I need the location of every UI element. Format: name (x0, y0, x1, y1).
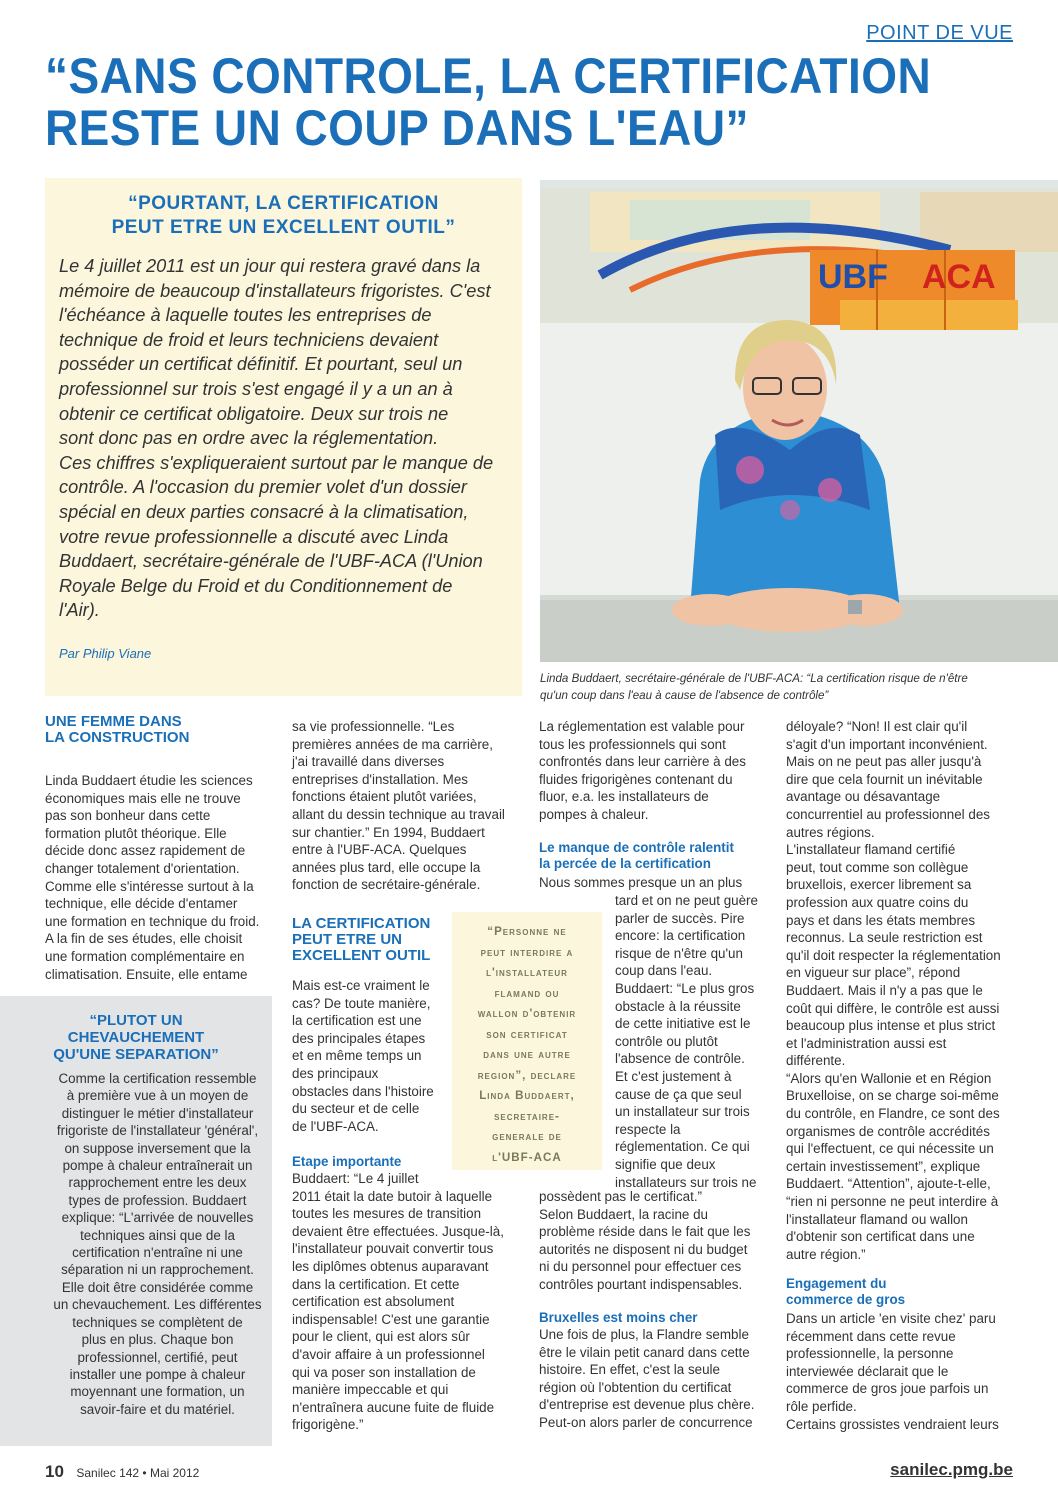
text-line: contrôle ou plutôt (615, 1033, 718, 1049)
intro-line: obtenir ce certificat obligatoire. Deux sur trois ne (59, 403, 449, 424)
quote-line: secretaire- (494, 1109, 560, 1123)
intro-line: professionnel sur trois s'est engagé il y a un an à (59, 378, 453, 399)
text-line: avantage ou désavantage (786, 789, 941, 805)
text-line: techniques ainsi que de la (80, 1227, 235, 1243)
page-number: 10 (45, 1462, 64, 1481)
caption-line: Linda Buddaert, secrétaire-générale de l'UBF-ACA: “La certification risque de n'être (540, 672, 968, 685)
text-line: Linda Buddaert étudie les sciences (45, 773, 253, 788)
text-line: s'agit d'un important inconvénient. (786, 736, 988, 752)
intro-line: l'Air). (59, 600, 100, 621)
text-line: Peut-on alors parler de concurrence (539, 1414, 753, 1430)
text-line: installer une pompe à chaleur (69, 1366, 246, 1382)
text-line: reconnus. La seule restriction est (786, 930, 983, 946)
text-line: à première vue à un moyen de (66, 1088, 249, 1104)
column-3-subhead (539, 840, 774, 872)
text-line: un chevauchement. Les différentes (53, 1297, 262, 1313)
text-line: de cette initiative est le (615, 1016, 751, 1032)
text-line: pays et dans les états membres (786, 912, 976, 928)
text-line: contrôles pourtant indispensables. (539, 1276, 743, 1292)
text-line: respecte la (615, 1121, 681, 1137)
intro-line: l'échéance à laquelle toutes les entreprises de (59, 305, 432, 326)
portrait-photo (540, 180, 1058, 662)
text-line: histoire. En effet, c'est la seule (539, 1362, 720, 1378)
text-line: récemment dans cette revue (786, 1328, 956, 1344)
quote-line: son certificat (486, 1027, 568, 1041)
text-line: peut, tout comme son collègue (786, 859, 969, 875)
quote-line: Linda Buddaert, (479, 1089, 575, 1102)
text-line: professionnel, certifié, peut (77, 1349, 238, 1365)
text-line: région où l'obtention du certificat (539, 1379, 732, 1395)
text-line: L'installateur flamand certifié (786, 842, 956, 858)
pull-quote (452, 922, 602, 1168)
text-line: du contrôle, en Flandre, ce sont des (786, 1106, 1000, 1122)
intro-line: technique de froid et leurs techniciens devaient (59, 329, 439, 350)
text-line: dans la certification. Et cette (292, 1276, 460, 1292)
text-line: une formation complémentaire en (45, 948, 245, 964)
text-line: bruxellois, exercer librement sa (786, 877, 972, 893)
text-line: et en même temps un (292, 1048, 422, 1064)
column-3-mid (539, 1188, 779, 1294)
caption-line: qu'un coup dans l'eau à cause de l'absence de contrôle” (540, 689, 829, 702)
text-line: ni du personnel pour effectuer ces (539, 1259, 742, 1275)
text-line: dire que cela fournit un inévitable (786, 771, 983, 787)
text-line: une formation en technique du froid. (45, 913, 260, 929)
text-line: indispensable! C'est une garantie (292, 1311, 490, 1327)
text-line: pas son bonheur dans cette (45, 808, 211, 824)
photo-caption (540, 670, 1010, 704)
text-line: décide donc assez rapidement de (45, 843, 246, 859)
column-4-bottom (786, 1310, 1026, 1433)
text-line: problème réside dans le fait que les (539, 1224, 751, 1240)
text-line: organismes de contrôle accrédités (786, 1123, 990, 1139)
text-line: coup dans l'eau. (615, 963, 713, 979)
page-title (45, 50, 947, 154)
text-line: certification est absolument (292, 1294, 455, 1310)
quote-line: region”, declare (477, 1068, 577, 1082)
text-line: des principaux (292, 1065, 379, 1081)
text-line: tous les professionnels qui sont (539, 736, 726, 752)
intro-heading-line: PEUT ETRE UN EXCELLENT OUTIL” (111, 217, 456, 238)
text-line: on suppose inversement que la (64, 1140, 251, 1156)
text-line: d'avoir affaire à un professionnel (292, 1346, 485, 1362)
text-line: un installateur sur trois (615, 1104, 750, 1120)
text-line: Selon Buddaert, la racine du (539, 1206, 708, 1222)
logo-text-ubf: UBF (818, 258, 888, 296)
text-line: Une fois de plus, la Flandre semble (539, 1327, 749, 1342)
intro-line: Buddaert, secrétaire-générale de l'UBF-ACA (l'Union (59, 551, 483, 572)
column-1 (45, 714, 270, 983)
text-line: être le vilain petit canard dans cette (539, 1344, 750, 1360)
quote-line: peut interdire a (480, 945, 574, 959)
text-line: qu'il doit respecter la réglementation (786, 947, 1001, 963)
text-line: de l'UBF-ACA. (292, 1118, 379, 1134)
quote-line: wallon d'obtenir (477, 1007, 577, 1020)
text-line: fonctions étaient plutôt variées, (292, 789, 477, 805)
text-line: technique, elle décide d'entamer (45, 896, 238, 912)
heading-line: LA CONSTRUCTION (45, 729, 190, 746)
text-line: l'absence de contrôle. (615, 1051, 745, 1067)
text-line: climatisation. Ensuite, elle entame (45, 966, 248, 982)
text-line: séparation ni un rapprochement. (61, 1262, 254, 1278)
text-line: et l'administration aussi est (786, 1035, 947, 1051)
logo-text-aca: ACA (922, 258, 996, 296)
heading-line: CHEVAUCHEMENT (67, 1029, 205, 1046)
column-2-bottom (292, 1170, 527, 1434)
column-4-subhead (786, 1276, 1026, 1308)
heading-line: Le manque de contrôle ralentit (539, 840, 734, 855)
column-3-narrow (615, 892, 775, 1191)
heading-line: UNE FEMME DANS (45, 713, 182, 730)
intro-line: mémoire de beaucoup d'installateurs frigoristes. C'est (59, 280, 491, 301)
quote-line: dans une autre (483, 1048, 571, 1061)
issue-info: Sanilec 142 • Mai 2012 (76, 1466, 200, 1480)
intro-line: Royale Belge du Froid et du Conditionnement de (59, 575, 453, 596)
text-line: Elle doit être considérée comme (61, 1279, 254, 1295)
text-line: parler de succès. Pire (615, 910, 745, 926)
section-label: POINT DE VUE (866, 22, 1013, 44)
text-line: l'installateur flamand ou wallon (786, 1211, 968, 1227)
heading-line: la percée de la certification (539, 856, 711, 871)
text-line: pompe à chaleur entraînerait un (62, 1158, 253, 1174)
quote-line: “Personne ne (487, 925, 567, 938)
text-line: La réglementation est valable pour (539, 719, 745, 734)
byline: Par Philip Viane (59, 646, 152, 661)
title-line-1: “SANS CONTROLE, LA CERTIFICATION (45, 48, 932, 104)
text-line: les diplômes obtenus auparavant (292, 1258, 489, 1274)
text-line: devaient être effectuées. Jusque-là, (292, 1223, 504, 1239)
intro-line: Ces chiffres s'expliqueraient surtout par le manque de (59, 452, 494, 473)
text-line: changer totalement d'orientation. (45, 860, 240, 876)
text-line: frigorigène.” (292, 1417, 364, 1433)
text-line: types de profession. Buddaert (68, 1192, 247, 1208)
column-2-top (292, 718, 522, 894)
portrait-illustration (540, 180, 1058, 662)
text-line: Buddaert. “Attention”, ajoute-t-elle, (786, 1176, 991, 1192)
column-2-subhead: Etape importante (292, 1154, 402, 1169)
text-line: explique: “L'arrivée de nouvelles (61, 1210, 254, 1226)
text-line: formation plutôt théorique. Elle (45, 825, 227, 841)
intro-text (59, 254, 515, 623)
text-line: professionnelle, la personne (786, 1346, 954, 1362)
text-line: n'entraînera aucune fuite de fluide (292, 1399, 495, 1415)
text-line: pompes à chaleur. (539, 806, 649, 822)
text-line: coût qui diffère, le contrôle est aussi (786, 1000, 1000, 1016)
text-line: premières années de ma carrière, (292, 736, 493, 752)
quote-line: flamand ou (494, 986, 560, 1000)
text-line: manière impeccable et qui (292, 1382, 449, 1398)
intro-line: posséder un certificat définitif. Et pourtant, seul un (59, 354, 463, 375)
text-line: entre à l'UBF-ACA. Quelques (292, 842, 467, 858)
text-line: certain investissement”, explique (786, 1158, 981, 1174)
text-line: certification n'entraîne ni une (72, 1245, 243, 1261)
intro-heading (45, 192, 522, 240)
intro-heading-line: “POURTANT, LA CERTIFICATION (128, 193, 439, 214)
text-line: “Alors qu'en Wallonie et en Région (786, 1070, 992, 1086)
text-line: commerce de gros joue parfois un (786, 1381, 989, 1397)
text-line: autre région.” (786, 1246, 866, 1262)
quote-line: l'UBF-ACA (492, 1150, 562, 1164)
text-line: Comme elle s'intéresse surtout à la (45, 878, 254, 894)
text-line: allant du dessin technique au travail (292, 806, 505, 822)
column-3-subhead-2: Bruxelles est moins cher (539, 1310, 698, 1325)
text-line: Bruxelloise, on se charge soi-même (786, 1088, 999, 1104)
intro-line: Le 4 juillet 2011 est un jour qui restera gravé dans la (59, 256, 481, 276)
text-line: rapprochement entre les deux (68, 1175, 247, 1191)
sidebar-heading (0, 1012, 272, 1063)
text-line: réglementation. Ce qui (615, 1139, 750, 1155)
text-line: Mais on ne peut pas aller jusqu'à (786, 754, 982, 770)
column-1-heading (45, 714, 270, 746)
intro-line: spécial en deux parties consacré à la climatisation, (59, 501, 469, 522)
footer-left (45, 1462, 199, 1482)
column-2-heading (292, 916, 452, 964)
text-line: sa vie professionnelle. “Les (292, 719, 455, 734)
text-line: d'entreprise est devenue plus chère. (539, 1397, 755, 1413)
text-line: Dans un article 'en visite chez' paru (786, 1311, 996, 1326)
text-line: des principales étapes (292, 1030, 426, 1046)
text-line: fonction de secrétaire-générale. (292, 877, 481, 893)
text-line: A la fin de ses études, elle choisit (45, 931, 243, 947)
intro-line: sont donc pas en ordre avec la réglementation. (59, 428, 439, 449)
text-line: déloyale? “Non! Il est clair qu'il (786, 719, 968, 734)
text-line: sur chantier.” En 1994, Buddaert (292, 824, 485, 840)
text-line: cas? De toute manière, (292, 995, 431, 1011)
text-line: toutes les mesures de transition (292, 1206, 482, 1222)
intro-line: votre revue professionnelle a discuté avec Linda (59, 526, 449, 547)
intro-line: contrôle. A l'occasion du premier volet d'un dossier (59, 477, 467, 498)
column-2-mid (292, 977, 447, 1135)
text-line: qui va poser son installation de (292, 1364, 476, 1380)
heading-line: PEUT ETRE UN (292, 931, 403, 948)
text-line: différente. (786, 1053, 846, 1069)
sidebar-text (50, 1070, 265, 1418)
text-line: beaucoup plus intense et plus strict (786, 1018, 996, 1034)
text-line: obstacles dans l'histoire (292, 1083, 434, 1099)
text-line: possèdent pas le certificat.” (539, 1189, 703, 1204)
text-line: autorités ne disposent ni du budget (539, 1241, 748, 1257)
text-line: confrontés dans leur carrière à des (539, 754, 746, 770)
text-line: fluor, e.a. les installateurs de (539, 789, 709, 805)
text-line: années plus tard, elle occupe la (292, 859, 481, 875)
text-line: signifie que deux (615, 1156, 716, 1172)
text-line: Et c'est justement à (615, 1068, 732, 1084)
text-line: qui l'effectuent, ce qui nécessite un (786, 1141, 994, 1157)
text-line: risque de n'être qu'un (615, 945, 743, 961)
text-line: techniques se complètent de (72, 1314, 243, 1330)
text-line: Mais est-ce vraiment le (292, 978, 430, 993)
text-line: entreprises d'installation. Mes (292, 771, 468, 787)
text-line: savoir-faire et du matériel. (80, 1401, 235, 1417)
text-line: plus en plus. Chaque bon (81, 1332, 234, 1348)
column-3-top (539, 718, 774, 824)
text-line: frigoriste de l'installateur 'général', (56, 1123, 259, 1139)
text-line: j'ai travaillé dans diverses (292, 754, 445, 770)
intro-box (45, 178, 522, 696)
text-line: Buddaert: “Le 4 juillet (292, 1171, 419, 1186)
text-line: rôle perfide. (786, 1398, 857, 1414)
column-3-wide-line: Nous sommes presque un an plus (539, 875, 743, 890)
heading-line: QU'UNE SEPARATION” (53, 1046, 219, 1063)
text-line: fluides frigorigènes contenant du (539, 771, 733, 787)
title-line-2: RESTE UN COUP DANS L'EAU” (45, 100, 750, 156)
website-link[interactable]: sanilec.pmg.be (890, 1460, 1013, 1479)
text-line: interviewée déclarait que le (786, 1363, 949, 1379)
text-line: concurrentiel au professionnel des (786, 806, 990, 822)
text-line: la certification est une (292, 1013, 422, 1029)
text-line: d'obtenir son certificat dans une (786, 1229, 975, 1245)
text-line: cause de ça que seul (615, 1086, 742, 1102)
text-line: obstacle à la réussite (615, 998, 741, 1014)
text-line: “rien ni personne ne peut interdire à (786, 1194, 999, 1210)
text-line: Buddaert. Mais il n'y a pas que le (786, 982, 983, 998)
heading-line: “PLUTOT UN (89, 1012, 183, 1029)
text-line: Certains grossistes vendraient leurs (786, 1416, 999, 1432)
text-line: du secteur et de celle (292, 1101, 420, 1117)
text-line: 2011 était la date butoir à laquelle (292, 1188, 493, 1204)
text-line: profession aux quatre coins du (786, 894, 969, 910)
text-line: installateurs sur trois ne (615, 1174, 757, 1190)
text-line: tard et on ne peut guère (615, 893, 758, 908)
text-line: pour le client, qui est alors sûr (292, 1329, 470, 1345)
heading-line: LA CERTIFICATION (292, 915, 431, 932)
heading-line: Engagement du (786, 1276, 887, 1291)
heading-line: commerce de gros (786, 1292, 906, 1307)
text-line: encore: la certification (615, 928, 746, 944)
column-3-bottom (539, 1326, 779, 1432)
text-line: l'installateur pouvait convertir tous (292, 1241, 494, 1257)
text-line: Buddaert: “Le plus gros (615, 980, 755, 996)
heading-line: EXCELLENT OUTIL (292, 947, 431, 964)
text-line: moyennant une formation, un (70, 1384, 245, 1400)
text-line: économiques mais elle ne trouve (45, 790, 241, 806)
quote-line: l'installateur (486, 966, 568, 979)
text-line: Comme la certification ressemble (58, 1071, 257, 1086)
text-line: autres régions. (786, 824, 875, 840)
quote-line: generale de (492, 1130, 562, 1143)
text-line: distinguer le métier d'installateur (61, 1105, 254, 1121)
column-4-top (786, 718, 1026, 1263)
text-line: en vigueur sur place”, répond (786, 965, 961, 981)
